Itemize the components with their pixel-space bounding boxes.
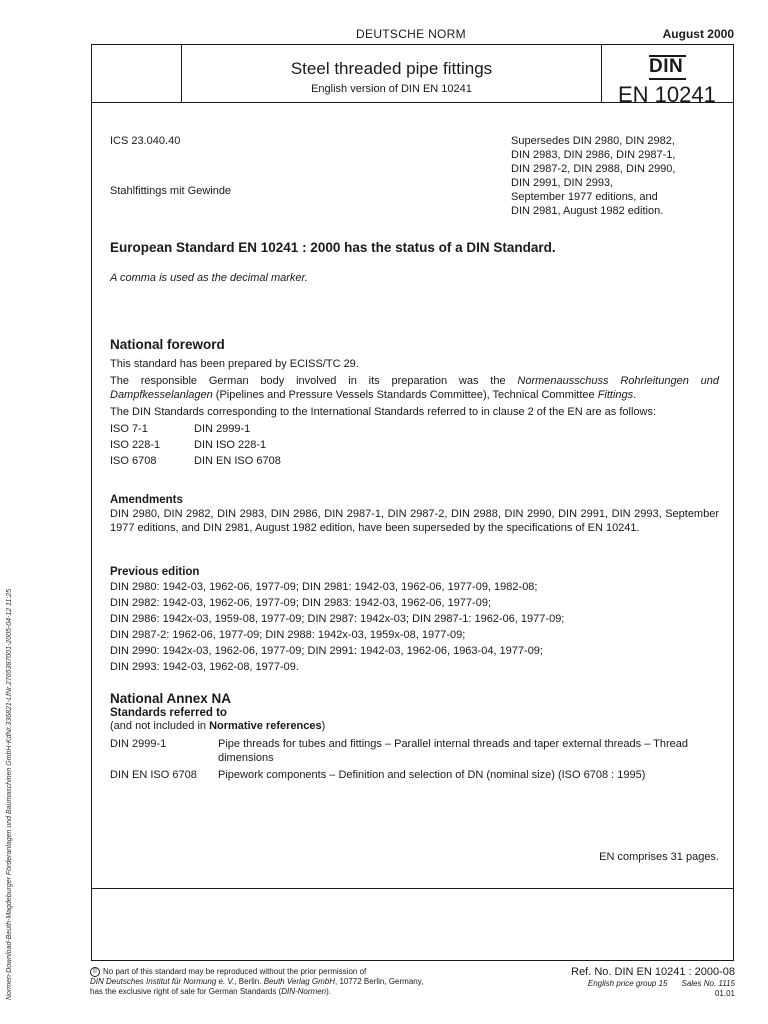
din-number: DIN 2999-1: [194, 423, 251, 435]
copyright-line: [90, 977, 490, 987]
technical-committee: Fittings: [597, 389, 634, 401]
annex-note: [110, 719, 722, 733]
reference-block: [571, 966, 735, 999]
previous-edition-line: DIN 2993: 1942-03, 1962-08, 1977-09.: [110, 661, 299, 673]
reference-list: [110, 737, 722, 782]
text: ): [321, 720, 326, 732]
header-right-divider: [601, 45, 602, 102]
supersedes-line: Supersedes DIN 2980, DIN 2982,: [511, 135, 675, 147]
previous-edition-line: DIN 2980: 1942-03, 1962-06, 1977-09; DIN 2981: 1942-03, 1962-06, 1977-09, 1982-08;: [110, 581, 538, 593]
amendments-text: DIN 2980, DIN 2982, DIN 2983, DIN 2986, DIN 2987-1, DIN 2987-2, DIN 2988, DIN 2990, DIN 2991, DIN 2993, September 1977 editions, and DIN 2981, August 1982 edition, have been superseded by the specifications of EN 10241.: [110, 508, 719, 534]
correspondence-row: [110, 454, 719, 468]
previous-edition-section: [110, 566, 730, 675]
document-type: DEUTSCHE NORM: [356, 27, 466, 41]
copyright-line: [90, 987, 490, 997]
text: The responsible German body involved in its preparation was the: [110, 375, 518, 387]
foreword-paragraph: This standard has been prepared by ECISS/TC 29.: [110, 358, 359, 370]
previous-edition-line: DIN 2986: 1942x-03, 1959-08, 1977-09; DIN 2987: 1942x-03; DIN 2987-1: 1962-06, 1977-09;: [110, 613, 565, 625]
previous-edition-list: [110, 579, 730, 675]
reference-row: [110, 737, 722, 765]
iso-number: ISO 7-1: [110, 423, 148, 435]
text: (and not included in: [110, 720, 210, 732]
german-title: Stahlfittings mit Gewinde: [110, 185, 232, 197]
sales-number: Sales No. 1115: [681, 979, 735, 988]
correspondence-row: [110, 422, 719, 436]
supersedes-line: DIN 2981, August 1982 edition.: [511, 205, 664, 217]
publisher-name: Beuth Verlag GmbH: [263, 977, 335, 987]
amendments-section: [110, 494, 719, 535]
correspondence-row: [110, 438, 719, 452]
download-stamp: Normen-Download-Beuth-Magdeburger Förderanlagen und Baumaschinen GmbH-KdNr.336821-LfNr.2765387001-2005-04-12 11:25: [6, 588, 13, 1000]
iso-number: ISO 228-1: [110, 439, 161, 451]
annex-heading: National Annex NA: [110, 691, 232, 706]
price-group: English price group 15: [587, 979, 668, 988]
supersedes-line: DIN 2983, DIN 2986, DIN 2987-1,: [511, 149, 676, 161]
previous-edition-line: DIN 2990: 1942x-03, 1962-06, 1977-09; DIN 2991: 1942-03, 1962-06, 1963-04, 1977-09;: [110, 645, 543, 657]
annex-subheading: Standards referred to: [110, 707, 227, 719]
text: .: [633, 389, 637, 401]
reference-description: Pipework components – Definition and selection of DN (nominal size) (ISO 6708 : 1995): [218, 769, 646, 781]
text: , 10772 Berlin, Germany,: [335, 977, 424, 987]
text: No part of this standard may be reproduced without the prior permission of: [103, 967, 367, 977]
text: (Pipelines and Pressure Vessels Standards Committee), Technical Committee: [212, 389, 598, 401]
supersedes-block: [511, 134, 726, 218]
reference-number: Ref. No. DIN EN 10241 : 2000-08: [571, 966, 735, 978]
din-normen: DIN-Normen: [281, 987, 327, 997]
copyright-notice: [90, 967, 490, 997]
standard-number: EN 10241: [618, 82, 716, 107]
previous-edition-line: DIN 2982: 1942-03, 1962-06, 1977-09; DIN 2983: 1942-03, 1962-06, 1977-09;: [110, 597, 491, 609]
publication-date: August 2000: [662, 27, 734, 41]
national-annex: [110, 691, 722, 782]
decimal-marker-note: A comma is used as the decimal marker.: [110, 272, 308, 284]
page-count: EN comprises 31 pages.: [599, 851, 719, 863]
iso-number: ISO 6708: [110, 455, 157, 467]
supersedes-line: DIN 2987-2, DIN 2988, DIN 2990,: [511, 163, 676, 175]
text: has the exclusive right of sale for German Standards (: [90, 987, 282, 997]
document-title: Steel threaded pipe fittings: [290, 59, 493, 78]
text: , Berlin.: [234, 977, 264, 987]
foreword-paragraph: [110, 374, 719, 402]
reference-id: DIN EN ISO 6708: [110, 769, 197, 781]
din-logo-top-rule: [649, 55, 686, 57]
din-logo: DIN: [649, 56, 684, 77]
price-sales-line: [571, 979, 735, 989]
previous-edition-line: DIN 2987-2: 1962-06, 1977-09; DIN 2988: 1942x-03, 1959x-08, 1977-09;: [110, 629, 466, 641]
amendments-heading: Amendments: [110, 494, 183, 506]
edition-code: 01.01: [714, 989, 735, 998]
status-statement: European Standard EN 10241 : 2000 has the status of a DIN Standard.: [110, 240, 556, 255]
din-number: DIN EN ISO 6708: [194, 455, 281, 467]
reference-id: DIN 2999-1: [110, 738, 167, 750]
correspondence-list: [110, 422, 719, 468]
previous-edition-heading: Previous edition: [110, 566, 200, 578]
text: ).: [326, 987, 331, 997]
copyright-icon: ©: [90, 967, 100, 977]
institute-name: DIN Deutsches Institut für Normung e. V.: [90, 977, 235, 987]
national-foreword: [110, 337, 719, 468]
ics-code: ICS 23.040.40: [110, 135, 181, 147]
din-logo-bottom-rule: [649, 78, 686, 80]
reference-description: Pipe threads for tubes and fittings – Parallel internal threads and taper external threads – Thread dimensions: [218, 738, 689, 764]
supersedes-line: DIN 2991, DIN 2993,: [511, 177, 614, 189]
foreword-paragraph: The DIN Standards corresponding to the International Standards referred to in clause 2 of the EN are as follows:: [110, 406, 657, 418]
document-subtitle: English version of DIN EN 10241: [311, 83, 472, 95]
committee-name: Normenausschuss Rohrleitungen und Dampfkesselanlagen: [110, 375, 719, 401]
normative-references-label: Normative references: [209, 720, 322, 732]
din-number: DIN ISO 228-1: [194, 439, 267, 451]
supersedes-line: September 1977 editions, and: [511, 191, 658, 203]
foreword-heading: National foreword: [110, 337, 225, 352]
copyright-line: [90, 967, 490, 977]
reference-row: [110, 768, 722, 782]
footer-divider: [92, 888, 733, 889]
